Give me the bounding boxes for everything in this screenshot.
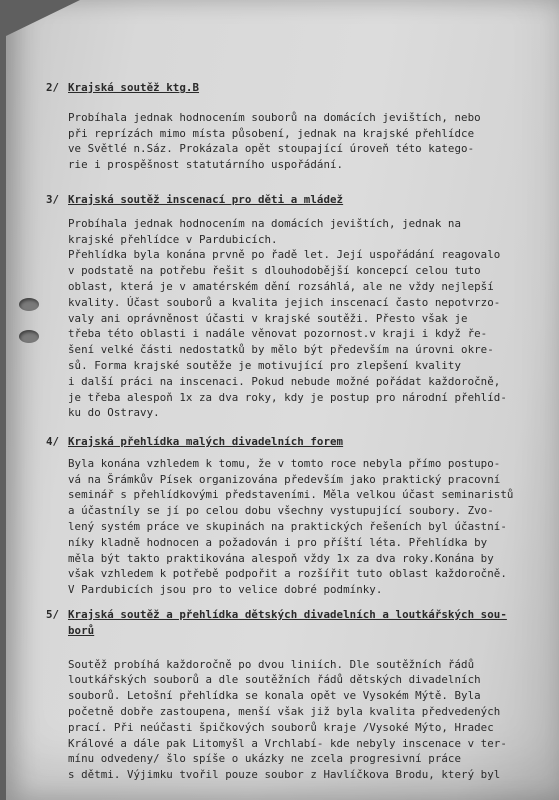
section-title: Krajská soutěž inscenací pro děti a mládež: [68, 193, 344, 206]
paragraph-line: v podstatě na potřebu řešit s dlouhodobější koncepcí celou tuto: [68, 264, 481, 278]
punch-hole-lower: [19, 330, 39, 343]
paragraph-line: Probíhala jednak hodnocením na domácích jevištích, jednak na: [68, 216, 462, 230]
paragraph-line: kvality. Účast souborů a kvalita jejich inscenací často nepotvrzo-: [68, 295, 501, 309]
paragraph-line: oblast, která je v amatérském dění rozsáhlá, ale ne vždy nejlepší: [68, 279, 494, 293]
section-2: [46, 80, 546, 173]
section-4: [46, 434, 546, 598]
section-title: Krajská soutěž a přehlídka dětských divadelních a loutkářských sou-: [68, 608, 507, 621]
paragraph-line: prací. Při neúčasti špičkových souborů kraje /Vysoké Mýto, Hradec: [68, 720, 494, 734]
section-number: 2/: [46, 81, 60, 94]
paragraph-line: Přehlídka byla konána prvně po řadě let. Její uspořádání reagovalo: [68, 248, 501, 262]
paragraph-line: třeba této oblasti i nadále věnovat pozornost.v kraji i když ře-: [68, 327, 488, 341]
section-heading: [46, 80, 546, 96]
paragraph-line: V Pardubicích jsou pro to velice dobré podmínky.: [68, 583, 383, 597]
paragraph-line: Byla konána vzhledem k tomu, že v tomto roce nebyla přímo postupo-: [68, 456, 501, 470]
paragraph-line: níky kladně hodnocen a požadován i pro příští léta. Přehlídka by: [68, 535, 488, 549]
section-title-continued: borů: [68, 623, 95, 637]
paragraph-line: početně dobře zastoupena, menší však již byla kvalita předvedených: [68, 704, 501, 718]
punch-hole-upper: [19, 298, 39, 311]
section-title: Krajská soutěž ktg.B: [68, 81, 200, 94]
paragraph-line: loutkářských souborů a dle soutěžních řádů dětských divadelních: [68, 673, 481, 687]
section-heading: [46, 434, 546, 450]
paragraph-line: ve Světlé n.Sáz. Prokázala opět stoupající úroveň této katego-: [68, 142, 475, 156]
document-page: [6, 0, 559, 800]
paragraph-line: měla být takto praktikována alespoň vždy 1x za dva roky.Konána by: [68, 551, 494, 565]
section-heading: [46, 192, 546, 208]
paragraph-line: ku do Ostravy.: [68, 406, 160, 420]
paragraph-line: vá na Šrámkův Písek organizována především jako praktický pracovní: [68, 472, 501, 486]
section-5: [46, 607, 546, 783]
paragraph-line: Soutěž probíhá každoročně po dvou liniích. Dle soutěžních řádů: [68, 657, 475, 671]
paragraph-line: však vzhledem k potřebě podpořit a rozšířit tuto oblast každoročně.: [68, 567, 507, 581]
paragraph-line: seminář s přehlídkovými představeními. Měla velkou účast seminaristů: [68, 488, 514, 502]
paragraph-line: Probíhala jednak hodnocením souborů na domácích jevištích, nebo: [68, 110, 481, 124]
paragraph-line: rie i prospěšnost statutárního uspořádání.: [68, 158, 344, 172]
section-title: Krajská přehlídka malých divadelních forem: [68, 435, 344, 448]
paragraph-line: při reprízách mimo místa působení, jednak na krajské přehlídce: [68, 126, 475, 140]
paragraph-line: s dětmi. Výjimku tvořil pouze soubor z Havlíčkova Brodu, který byl: [68, 768, 501, 782]
folded-corner: [6, 0, 80, 36]
section-3: [46, 192, 546, 421]
paragraph-line: a účastníly se jí po celou dobu všechny vystupující soubory. Zvo-: [68, 504, 494, 518]
paragraph-line: šení velké části nedostatků by mělo být především na úrovni okre-: [68, 343, 494, 357]
paragraph-line: i další práci na inscenaci. Pokud nebude možné pořádat každoročně,: [68, 374, 501, 388]
paragraph-line: je třeba alespoň 1x za dva roky, kdy je postup pro národní přehlíd-: [68, 390, 507, 404]
section-heading: [46, 607, 546, 623]
paragraph-line: mínu odvedeny/ šlo spíše o ukázky ne zcela progresivní práce: [68, 752, 462, 766]
paragraph-line: sů. Forma krajské soutěže je motivující pro zlepšení kvality: [68, 358, 462, 372]
paragraph-line: Králové a dále pak Litomyšl a Vrchlabí- kde nebyly inscenace v ter-: [68, 736, 507, 750]
paragraph-line: valy ani oprávněnost účasti v krajské soutěži. Přesto však je: [68, 311, 468, 325]
section-number: 5/: [46, 608, 60, 621]
paragraph-line: souborů. Letošní přehlídka se konala opět ve Vysokém Mýtě. Byla: [68, 689, 481, 703]
section-number: 3/: [46, 193, 60, 206]
section-number: 4/: [46, 435, 60, 448]
paragraph-line: krajské přehlídce v Pardubicích.: [68, 232, 278, 246]
paragraph-line: lený systém práce ve skupinách na praktických řešeních byl účastní-: [68, 519, 507, 533]
